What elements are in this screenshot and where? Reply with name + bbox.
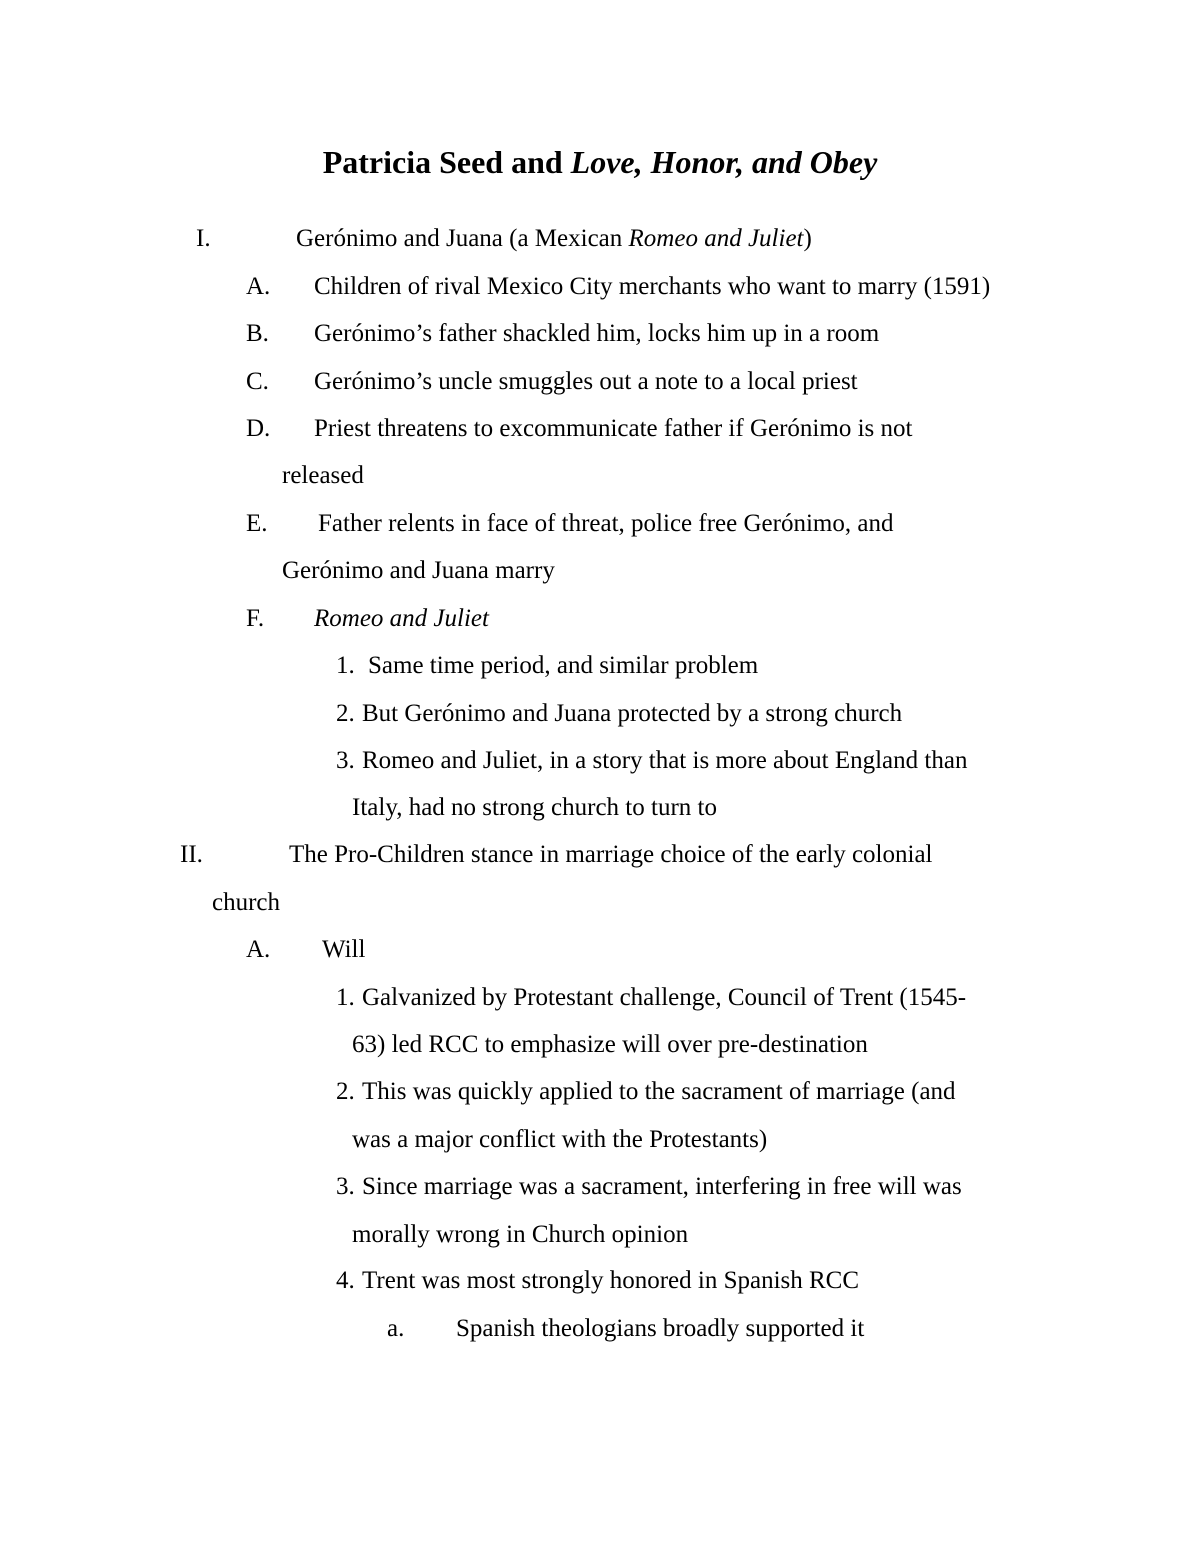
outline-item-I-F-3-line2: Italy, had no strong church to turn to xyxy=(352,794,717,821)
outline-item-II-A-4-a: Spanish theologians broadly supported it xyxy=(456,1315,865,1342)
outline-item-I-E-line1: Father relents in face of threat, police free Gerónimo, and xyxy=(318,510,894,537)
outline-marker-II: II. xyxy=(180,841,203,868)
outline-marker-I-A: A. xyxy=(246,273,271,300)
outline-item-I-E-line2: Gerónimo and Juana marry xyxy=(282,557,555,584)
outline-item-II-A-2-line2: was a major conflict with the Protestants) xyxy=(352,1126,768,1153)
outline-marker-I-C: C. xyxy=(246,368,269,395)
outline-heading-II-line1: The Pro-Children stance in marriage choice of the early colonial xyxy=(289,841,933,868)
outline-item-II-A-3-line2: morally wrong in Church opinion xyxy=(352,1221,689,1248)
outline-item-I-A: Children of rival Mexico City merchants who want to marry (1591) xyxy=(314,273,991,300)
outline-marker-II-A-2: 2. xyxy=(336,1078,355,1105)
outline-marker-I-F-2: 2. xyxy=(336,700,355,727)
outline-marker-I-F-3: 3. xyxy=(336,747,355,774)
outline-item-I-F: Romeo and Juliet xyxy=(314,605,489,632)
outline-item-I-B: Gerónimo’s father shackled him, locks him up in a room xyxy=(314,320,880,347)
outline-item-I-C: Gerónimo’s uncle smuggles out a note to a local priest xyxy=(314,368,858,395)
outline-marker-I-D: D. xyxy=(246,415,271,442)
outline-item-II-A-2-line1: This was quickly applied to the sacrament of marriage (and xyxy=(362,1078,956,1105)
outline-item-I-F-2: But Gerónimo and Juana protected by a strong church xyxy=(362,700,903,727)
outline-marker-I-F: F. xyxy=(246,605,265,632)
outline-item-II-A: Will xyxy=(322,936,366,963)
outline-marker-II-A: A. xyxy=(246,936,271,963)
outline-marker-II-A-4: 4. xyxy=(336,1267,355,1294)
outline-item-II-A-4: Trent was most strongly honored in Spanish RCC xyxy=(362,1267,860,1294)
outline-heading-II-line2: church xyxy=(212,889,281,916)
outline-item-I-F-3-line1: Romeo and Juliet, in a story that is more about England than xyxy=(362,747,968,774)
outline-marker-I-B: B. xyxy=(246,320,269,347)
outline-marker-II-A-1: 1. xyxy=(336,984,355,1011)
outline-marker-I: I. xyxy=(196,225,211,252)
outline-marker-II-A-3: 3. xyxy=(336,1173,355,1200)
page-title xyxy=(0,140,1200,184)
outline-item-II-A-1-line1: Galvanized by Protestant challenge, Council of Trent (1545- xyxy=(362,984,967,1011)
outline-marker-II-A-4-a: a. xyxy=(387,1315,405,1342)
outline-item-I-F-1: Same time period, and similar problem xyxy=(368,652,759,679)
outline-item-I-D-line2: released xyxy=(282,462,364,489)
outline-marker-I-F-1: 1. xyxy=(336,652,355,679)
outline-item-II-A-3-line1: Since marriage was a sacrament, interfering in free will was xyxy=(362,1173,962,1200)
outline-marker-I-E: E. xyxy=(246,510,268,537)
outline-item-I-D-line1: Priest threatens to excommunicate father if Gerónimo is not xyxy=(314,415,913,442)
title-italic: Love, Honor, and Obey xyxy=(570,144,878,180)
outline-item-II-A-1-line2: 63) led RCC to emphasize will over pre-destination xyxy=(352,1031,868,1058)
title-main: Patricia Seed and xyxy=(322,144,571,180)
outline-heading-I: Gerónimo and Juana (a Mexican Romeo and Juliet) xyxy=(296,225,812,252)
